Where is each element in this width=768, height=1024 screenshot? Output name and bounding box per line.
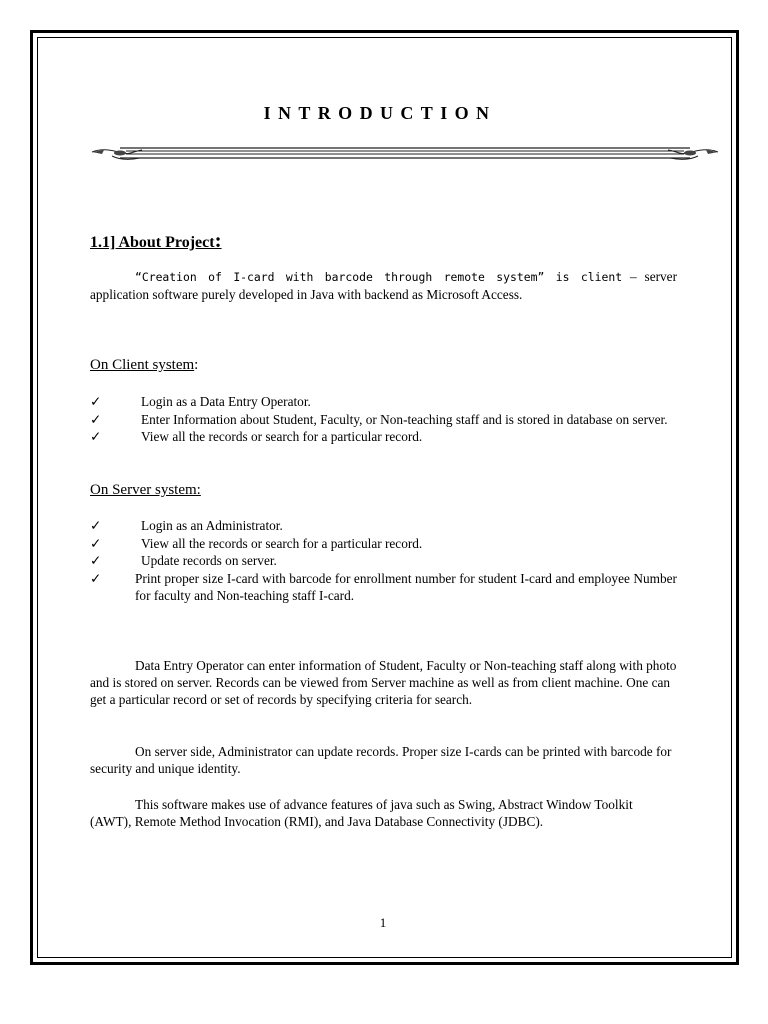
section-heading-about-project: 1.1] About Project: (90, 228, 222, 252)
server-system-heading: On Server system: (90, 482, 201, 498)
checkmark-icon: ✓ (90, 535, 102, 551)
checkmark-icon: ✓ (90, 394, 102, 409)
list-item: ✓ View all the records or search for a particular record. (90, 535, 423, 551)
server-feature-list (90, 517, 677, 605)
checkmark-icon: ✓ (90, 570, 102, 586)
list-item: ✓ Login as an Administrator. (90, 518, 283, 533)
list-item: ✓ Enter Information about Student, Faculty, or Non-teaching staff and is stored in database on server. (90, 411, 668, 427)
page-title: INTRODUCTION (263, 103, 497, 123)
checkmark-icon: ✓ (90, 429, 102, 444)
page-number: 1 (379, 915, 387, 930)
list-item: ✓ Login as a Data Entry Operator. (90, 394, 311, 409)
checkmark-icon: ✓ (90, 411, 102, 427)
list-item: ✓ Print proper size I-card with barcode for enrollment number for student I-card and employee Number for faculty and Non-teaching staff I-card. (90, 570, 677, 603)
client-system-heading: On Client system: (90, 357, 199, 373)
checkmark-icon: ✓ (90, 518, 102, 533)
checkmark-icon: ✓ (90, 553, 102, 568)
list-item: ✓ View all the records or search for a particular record. (90, 429, 423, 444)
decorative-flourish-divider (90, 142, 720, 164)
client-feature-list (90, 393, 677, 446)
list-item: ✓ Update records on server. (90, 553, 277, 568)
intro-paragraph: “Creation of I-card with barcode through remote system” is client – server application software purely developed in Java with backend as Microsoft Access. (90, 269, 678, 302)
body-paragraph: This software makes use of advance features of java such as Swing, Abstract Window Toolkit (AWT), Remote Method Invocation (RMI), and Java Database Connectivity (JDBC). (90, 797, 633, 829)
body-paragraph: Data Entry Operator can enter information of Student, Faculty or Non-teaching staff along with photo and is stored on server. Records can be viewed from Server machine as well as from client machine. One can get a particular record or set of records by specifying criteria for search. (90, 658, 677, 707)
body-paragraph: On server side, Administrator can update records. Proper size I-cards can be printed with barcode for security and unique identity. (90, 744, 672, 776)
